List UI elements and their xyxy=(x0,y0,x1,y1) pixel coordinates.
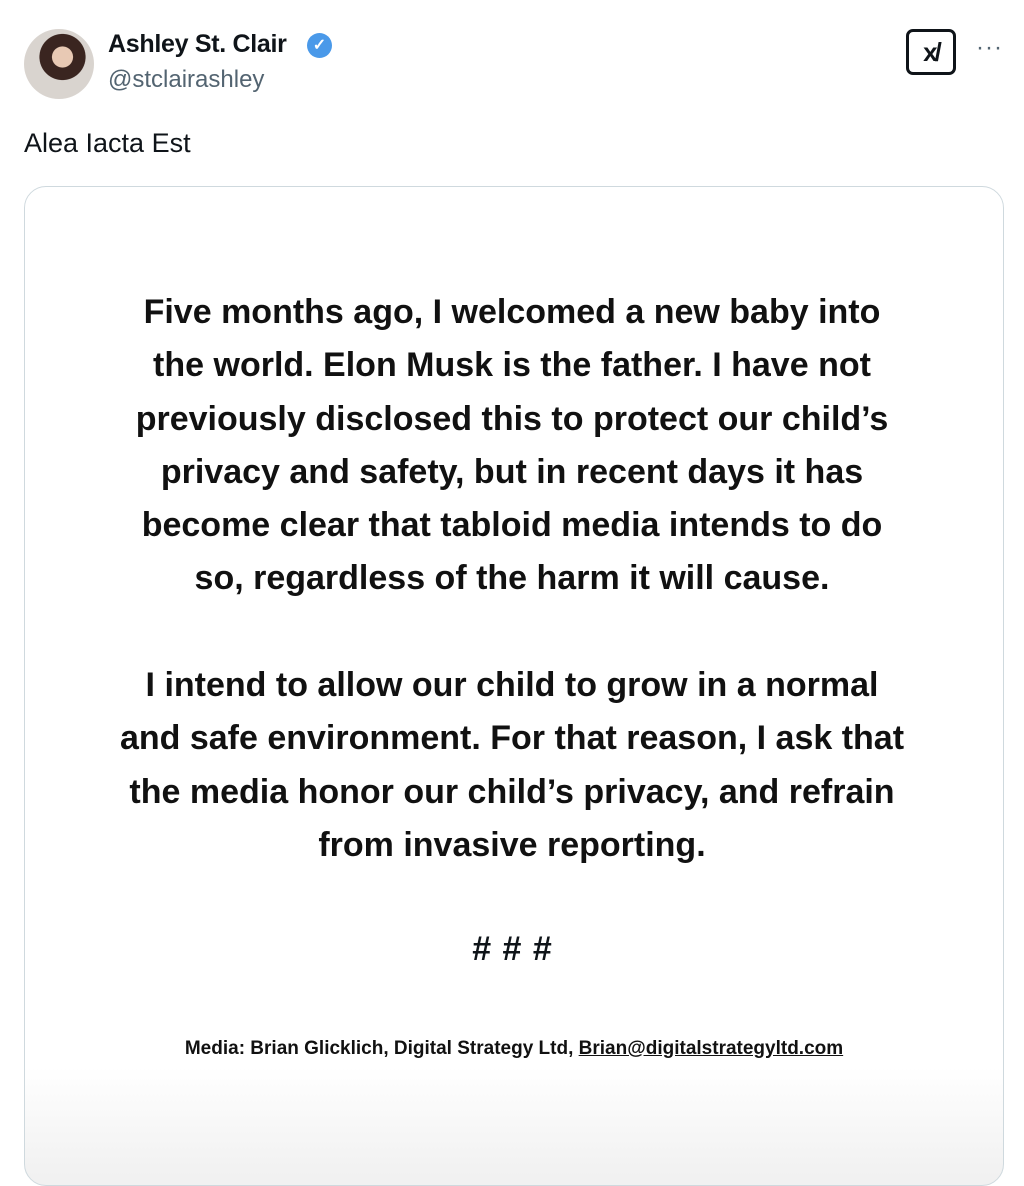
statement-line: privacy and safety, but in recent days it has xyxy=(160,452,864,491)
author-handle[interactable]: @stclairashley xyxy=(108,66,265,93)
more-options-icon[interactable]: ··· xyxy=(976,34,1003,61)
statement-line: become clear that tabloid media intends to do xyxy=(141,506,883,545)
avatar[interactable] xyxy=(24,29,94,99)
statement-line: from invasive reporting. xyxy=(318,825,706,864)
statement-paragraph-1 xyxy=(0,286,1024,606)
verified-badge-icon: ✓ xyxy=(307,33,332,58)
statement-paragraph-2 xyxy=(0,659,1024,872)
statement-line: so, regardless of the harm it will cause. xyxy=(194,559,830,598)
statement-line: previously disclosed this to protect our child’s xyxy=(135,399,889,438)
separator: # # # xyxy=(472,930,552,968)
author-name[interactable]: Ashley St. Clair xyxy=(108,30,287,58)
grok-button[interactable]: x/ xyxy=(906,29,956,75)
statement-line: the world. Elon Musk is the father. I have not xyxy=(153,346,871,385)
tweet-text: Alea Iacta Est xyxy=(24,128,191,158)
statement-line: the media honor our child’s privacy, and refrain xyxy=(129,772,895,811)
statement-line: I intend to allow our child to grow in a normal xyxy=(145,666,879,704)
media-contact-text: Media: Brian Glicklich, Digital Strategy Ltd, xyxy=(184,1038,579,1059)
media-contact xyxy=(0,1038,1024,1060)
statement-line: and safe environment. For that reason, I ask that xyxy=(119,719,905,758)
media-email-link[interactable]: Brian@digitalstrategyltd.com xyxy=(578,1038,844,1059)
statement-line: Five months ago, I welcomed a new baby into xyxy=(143,293,881,331)
